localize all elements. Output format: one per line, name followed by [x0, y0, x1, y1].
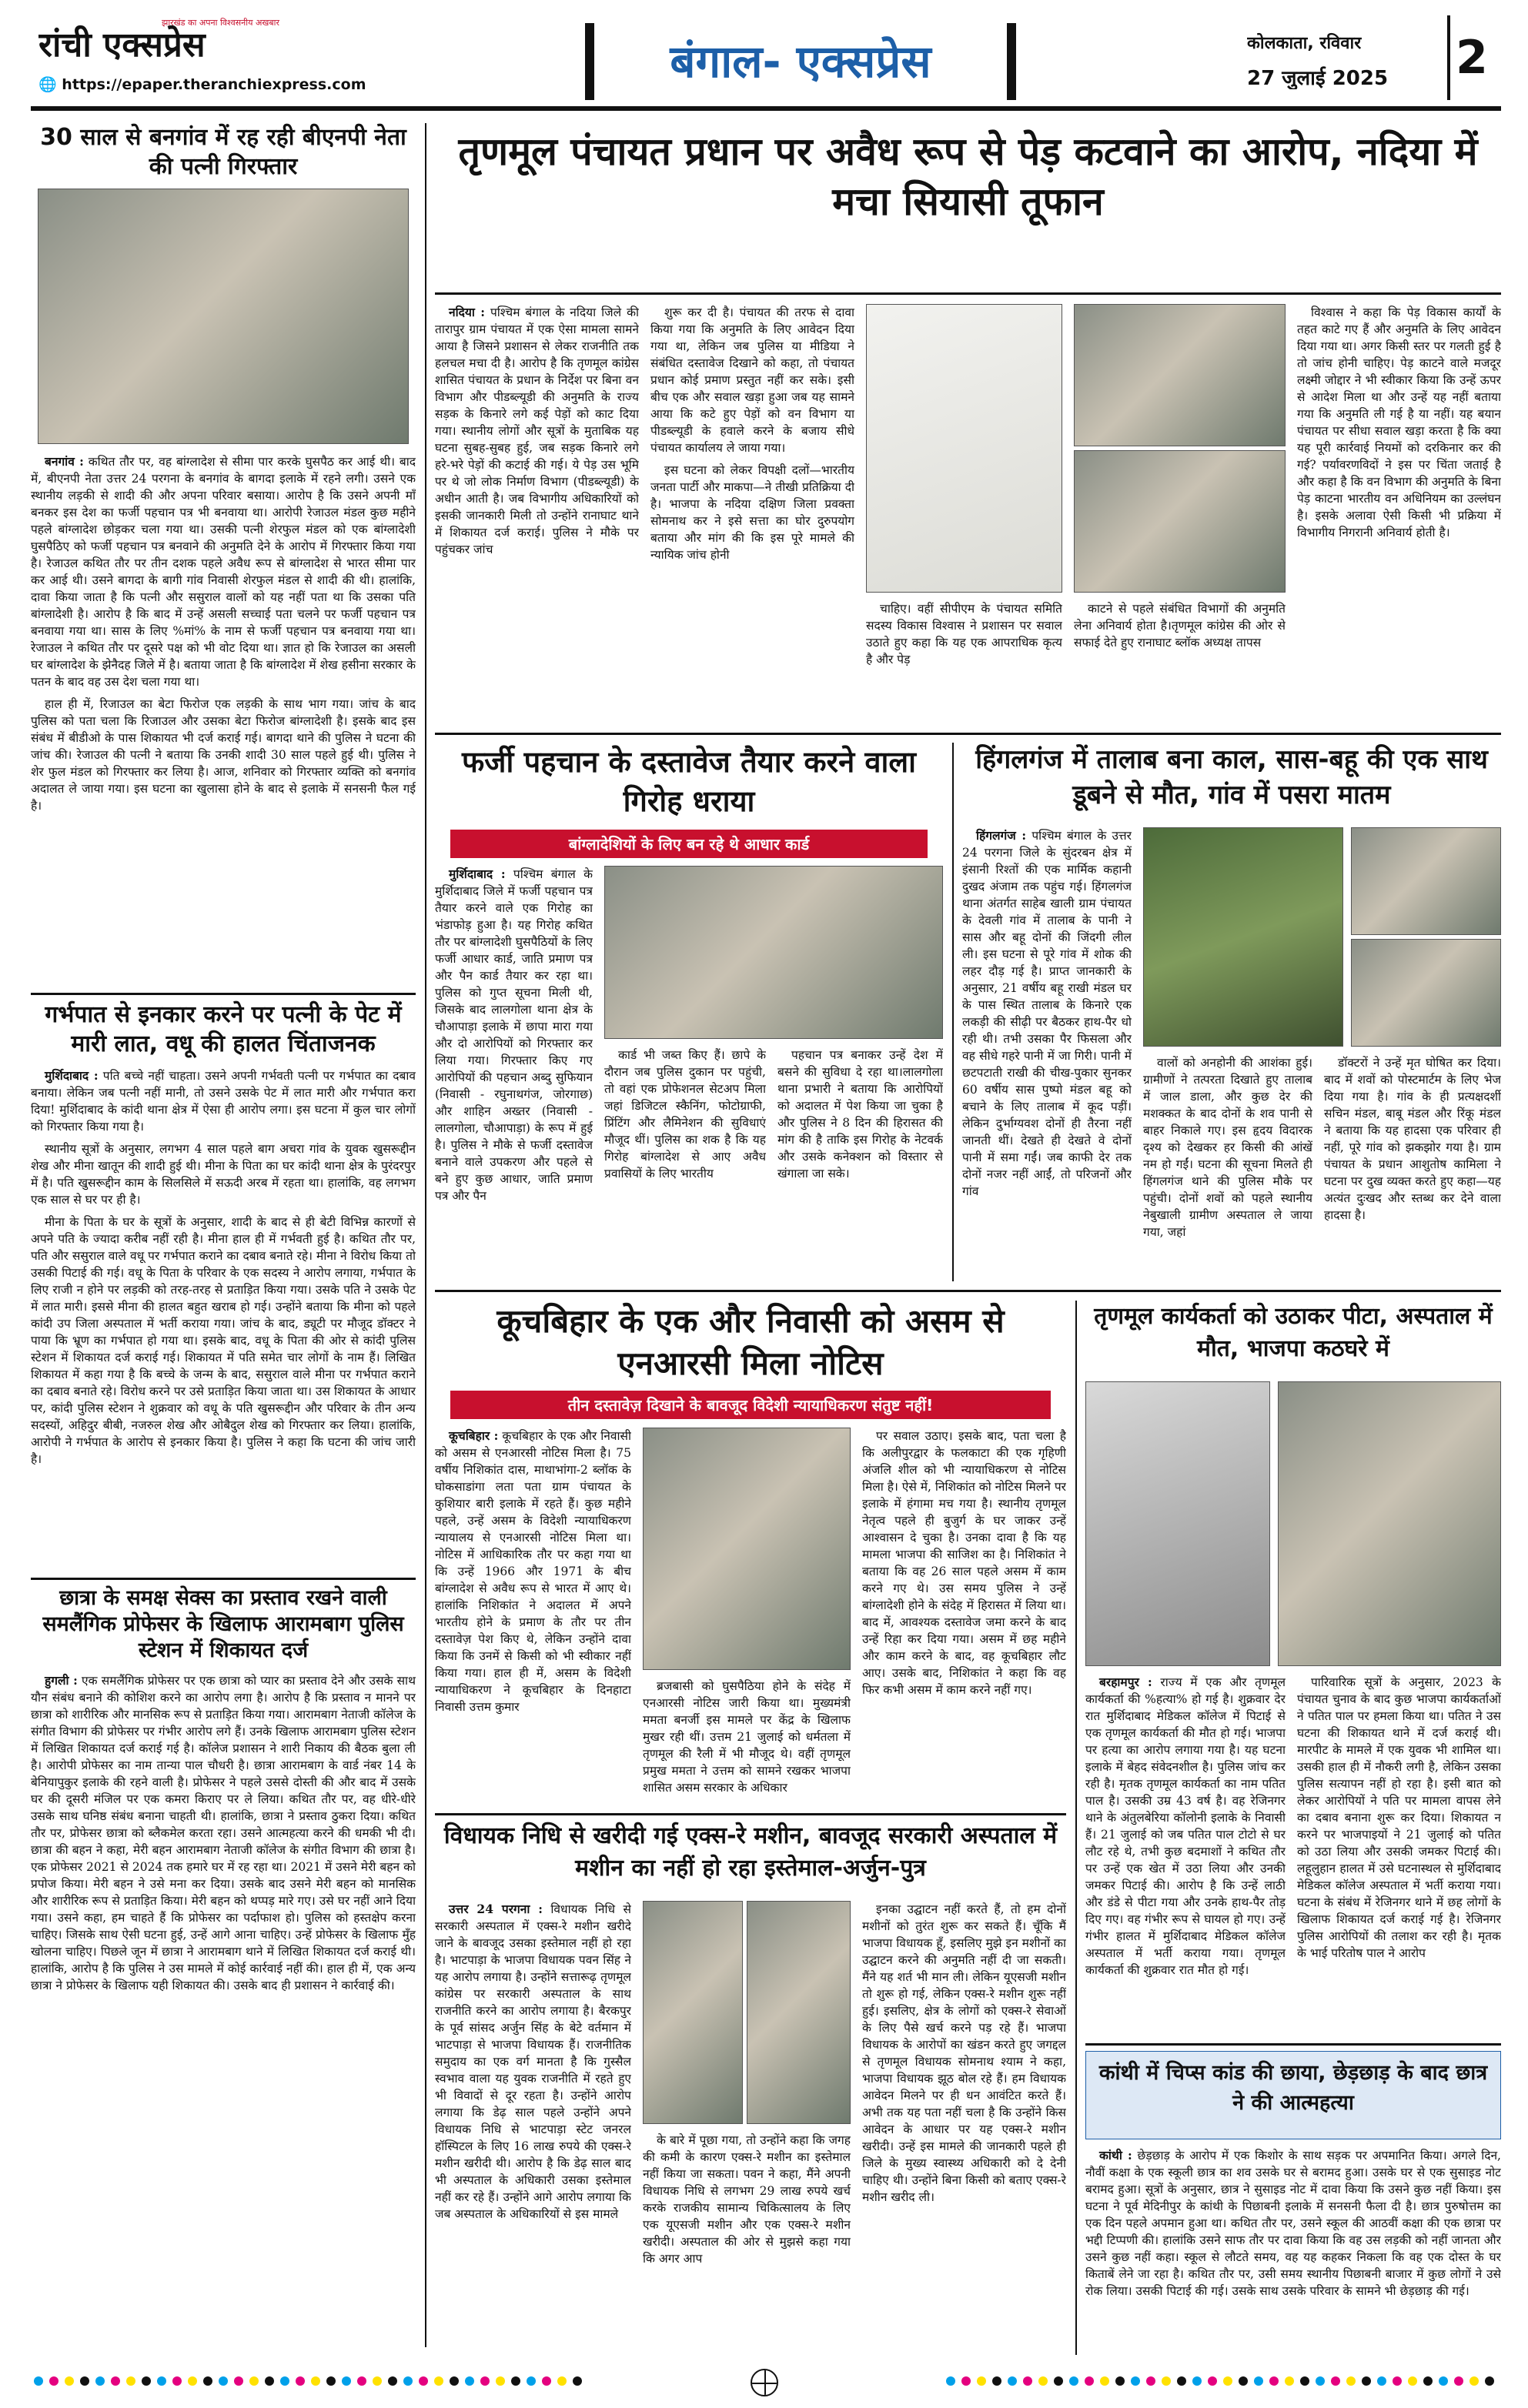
- story-body: कांथी : छेड़छाड़ के आरोप में एक किशोर के साथ सड़क पर अपमानित किया। अगले दिन, नौवीं कक्षा के एक स्कूली छात्र का शव उसके घर से बरामद हुआ। उसके घर से एक सुसाइड नोट बरामद हुआ। सूत्रों के अनुसार, छात्र ने सुसाइड नोट में दावा किया कि उसने कुछ नहीं किया। इस घटना ने पूर्व मेदिनीपुर के कांथी के पिछाबनी इलाके में सनसनी फैला दी है। छात्र पुरुषोत्तम का एक दिन पहले अपमान हुआ था। कथित तौर पर, उसने स्कूल की आठवीं कक्षा की एक छात्रा पर भद्दी टिप्पणी की। हालांकि उसने साफ तौर पर दावा किया कि वह उस लड़की को नहीं जानता और उसने कुछ नहीं कहा। स्कूल से लौटते समय, वह यह कहकर निकला कि वह एक दोस्त के घर किताबें लेने जा रहा है। कथित तौर पर, उसी समय स्थानीय पिछाबनी बाजार में कुछ लोगों ने उसे रोक लिया। उसकी पिटाई की गई। उसके साथ उसके परिवार के सामने भी छेड़छाड़ की गई।: [1085, 2148, 1501, 2298]
- masthead-rule: [31, 106, 1501, 111]
- story-headline: 30 साल से बनगांव में रह रही बीएनपी नेता की पत्नी गिरफ्तार: [40, 124, 406, 180]
- section-title: बंगाल- एक्सप्रेस: [670, 35, 931, 88]
- divider: [435, 1290, 1501, 1292]
- story-col-1: मुर्शिदाबाद : पश्चिम बंगाल के मुर्शिदाबाद जिले में फर्जी पहचान पत्र तैयार करने वाले एक गिरोह का भंडाफोड़ हुआ है। यह गिरोह कथित तौर पर बांग्लादेशी घुसपैठियों के लिए फर्जी आधार कार्ड, जाति प्रमाण पत्र और पैन कार्ड तैयार कर रहा था। पुलिस को गुप्त सूचना मिली थी, जिसके बाद लालगोला थाना क्षेत्र के चौआपाड़ा इलाके में छापा मारा गया और दो आरोपियों को गिरफ्तार कर लिया गया। गिरफ्तार किए गए आरोपियों की पहचान अब्दु सुफियान (निवासी - रघुनाथगंज, जोरगाछ) और शाहिन अख्तर (निवासी - लालगोला, चौआपाड़ा) के रूप में हुई है। पुलिस ने मौके से फर्जी दस्तावेज बनाने वाले उपकरण और पहले से बने हुए कुछ आधार, जाति प्रमाण पत्र और पैन: [435, 867, 593, 1203]
- divider: [435, 292, 1501, 295]
- story-pond-drowning: [962, 743, 1501, 1285]
- victim-portrait-2: [1351, 939, 1501, 1047]
- pond-photo: [1143, 827, 1343, 1047]
- story-headline: विधायक निधि से खरीदी गई एक्स-रे मशीन, बावजूद सरकारी अस्पताल में मशीन का नहीं हो रहा इस्तेमाल-अर्जुन-पुत्र: [443, 1822, 1058, 1882]
- story-nrc-notice: [435, 1301, 1066, 1809]
- section-banner: [585, 23, 1016, 100]
- color-registration-bar-left: [31, 2374, 724, 2393]
- official-portrait-2: [1074, 450, 1286, 593]
- story-abortion-refusal: [31, 1000, 416, 1570]
- arrested-woman-photo: [38, 189, 409, 444]
- story-body: मुर्शिदाबाद : पति बच्चे नहीं चाहता। उसने अपनी गर्भवती पत्नी पर गर्भपात का दबाव बनाया। लेकिन जब पत्नी नहीं मानी, तो उसने उसके पेट में लात मारी और गर्भपात करा दिया! मुर्शिदाबाद के कांदी थाना क्षेत्र में ऐसा ही आरोप लगा। इस घटना में कुल चार लोगों को गिरफ्तार किया गया है। स्थानीय सूत्रों के अनुसार, लगभग 4 साल पहले बाग अचरा गांव के युवक खुसरूद्दीन शेख और मीना खातून की शादी हुई थी। मीना के पिता का घर कांदी थाना क्षेत्र के पुरंदरपुर में है। पति खुसरूद्दीन काम के सिलसिले में सऊदी अरब में रहता था। हालांकि, वह लगभग एक साल से घर पर ही है। मीना के पिता के घर के सूत्रों के अनुसार, शादी के बाद से ही बेटी विभिन्न कारणों से अपने पति के ज्यादा करीब नहीं रही है। मीना हाल ही में गर्भवती हुई है। कथित तौर पर, पति और ससुराल वाले वधू पर गर्भपात कराने का दबाव बनाते रहे। मीना ने विरोध किया तो उसकी पिटाई की गई। वधू के पिता के परिवार के एक सदस्य ने आरोप लगाया, गर्भपात के लिए राजी न होने पर लड़की को तरह-तरह से प्रताड़ित किया गया। उसके पति ने उसके पेट में लात मारी। इससे मीना की हालत बहुत खराब हो गई। उन्होंने बताया कि मीना को पहले कांदी उप जिला अस्पताल में भर्ती कराया गया। जांच के बाद, ड्यूटी पर मौजूद डॉक्टर ने पाया कि भ्रूण का गर्भपात हो गया था। इसके बाद, वधू के पिता की ओर से कांदी पुलिस स्टेशन में शिकायत दर्ज कराई गई। शिकायत में पति समेत चार लोगों के नाम हैं। लिखित शिकायत में कहा गया है कि बच्चे के जन्म के बाद, ससुराल वाले मीना पर गर्भपात कराने का दबाव बनाते रहे। विरोध करने पर उसे प्रताड़ित किया जाता था। उस शिकायत के आधार पर, कांदी पुलिस स्टेशन ने शुक्रवार को वधू के पति खुसरूद्दीन और परिवार के तीन अन्य सदस्यों, अहिदुर बीबी, नजरुल शेख और ओबैदुल शेख को गिरफ्तार कर लिया। हालांकि, आरोपी ने गर्भपात के आरोप से इनकार किया है। पुलिस ने कहा कि घटना की जांच जारी है।: [31, 1068, 416, 1466]
- color-registration-bar-right: [804, 2374, 1497, 2393]
- logo-tagline: झारखंड का अपना विश्वसनीय अखबार: [162, 18, 279, 28]
- story-tmc-worker-death: [1085, 1301, 1501, 2039]
- story-col-3: डॉक्टरों ने उन्हें मृत घोषित कर दिया। बाद में शवों को पोस्टमार्टम के लिए भेज दिया गया है। गांव के ही प्रत्यक्षदर्शी सचिन मंडल, बाबू मंडल और रिंकू मंडल ने बताया कि यह हादसा एक परिवार ही नहीं, पूरे गांव को झकझोर गया है। ग्राम पंचायत के प्रधान आशुतोष कामिला ने घटना पर दुख व्यक्त करते हुए कहा—यह अत्यंत दुःखद और स्तब्ध कर देने वाला हादसा है।: [1324, 1056, 1501, 1222]
- story-col-2: कार्ड भी जब्त किए हैं। छापे के दौरान जब पुलिस दुकान पर पहुंची, तो वहां एक प्रोफेशनल सेटअप मिला जहां डिजिटल स्कैनिंग, फोटोग्राफी, प्रिंटिंग और लैमिनेशन की सुविधाएं मौजूद थीं। पुलिस का शक है कि यह गिरोह बांग्लादेश से आए अवैध प्रवासियों के लिए भारतीय: [604, 1048, 766, 1181]
- official-portrait-1: [1074, 304, 1286, 446]
- divider: [31, 1578, 416, 1580]
- story-headline: गर्भपात से इनकार करने पर पत्नी के पेट में मारी लात, वधू की हालत चिंताजनक: [45, 1001, 402, 1057]
- issue-date: 27 जुलाई 2025: [1247, 67, 1389, 89]
- lead-col-5: विश्वास ने कहा कि पेड़ विकास कार्यों के तहत काटे गए हैं और अनुमति के लिए आवेदन दिया गया था। अगर किसी स्तर पर गलती हुई है तो जांच होनी चाहिए। पेड़ काटने वाले मजदूर लक्ष्मी जोद्दार ने भी स्वीकार किया कि उन्हें ऊपर से आदेश मिला था और उन्हें यह नहीं बताया गया कि अनुमति ली गई है या नहीं। यह बयान पंचायत पर सीधा सवाल खड़ा करता है कि क्या यह पूरी कार्रवाई नियमों को दरकिनार कर की गई? पर्यावरणविदों ने इस पर चिंता जताई है और कहा है कि वन विभाग की अनुमति के बिना पेड़ काटना भारतीय वन अधिनियम का उल्लंघन है। इसके अलावा ऐसी किसी भी प्रक्रिया में विभागीय निगरानी अनिवार्य होती है।: [1297, 306, 1501, 539]
- story-col-3: पहचान पत्र बनाकर उन्हें देश में बसने की सुविधा दे रहा था।लालगोला थाना प्रभारी ने बताया कि आरोपियों को अदालत में पेश किया जा चुका है और पुलिस ने 8 दिन की हिरासत की मांग की है ताकि इस गिरोह के नेटवर्क और उसके कनेक्शन को विस्तार से खंगाला जा सके।: [777, 1048, 943, 1181]
- column-divider: [952, 743, 954, 1281]
- lead-col-3: चाहिए। वहीं सीपीएम के पंचायत समिति सदस्य विकास विश्वास ने प्रशासन पर सवाल उठाते हुए कहा कि यह एक आपराधिक कृत्य है और पेड़: [866, 602, 1062, 666]
- story-body: हुगली : एक समलैंगिक प्रोफेसर पर एक छात्रा को प्यार का प्रस्ताव देने और उसके साथ यौन संबंध बनाने की कोशिश करने का आरोप लगा है। आरोप है कि प्रस्ताव न मानने पर छात्रा को शारीरिक और मानसिक रूप से प्रताड़ित किया गया। आरामबाग नेताजी कॉलेज के संगीत विभाग की प्रोफेसर पर गंभीर आरोप लगे हैं। उनके खिलाफ आरामबाग पुलिस स्टेशन में लिखित शिकायत दर्ज कराई गई है। कॉलेज प्रशासन ने शारी निकाय की बैठक बुला ली है। आरोपी प्रोफेसर का नाम तान्या पाल चौधरी है। छात्रा आरामबाग के वार्ड नंबर 14 के बेनियापुकुर इलाके की रहने वाली है। प्रोफेसर ने पहले उससे दोस्ती की और बाद में उसके घर की दूसरी मंजिल पर एक कमरा किराए पर ले लिया। कथित तौर पर, वह धीरे-धीरे उसके साथ घनिष्ठ संबंध बनाना चाहती थी। हालांकि, छात्रा ने प्रस्ताव ठुकरा दिया। कथित तौर पर, प्रोफेसर छात्रा को ब्लैकमेल करता रहा। उसने आत्महत्या करने की धमकी भी दी। छात्रा की बहन ने कहा, मेरी बहन आरामबाग नेताजी कॉलेज के संगीत विभाग की छात्रा है। एक प्रोफेसर 2021 से 2024 तक हमारे घर में रह रहा था। 2021 में उसने मेरी बहन को प्रपोज किया। मेरी बहन ने उसे मना कर दिया। उसके बाद उसने मेरी बहन को मानसिक और शारीरिक रूप से प्रताड़ित किया। मेरी बहन को थप्पड़ मारे गए। उसे घर नहीं आने दिया गया। उसने कहा, हम चाहते हैं कि प्रोफेसर का पर्दाफाश हो। पुलिस को हस्तक्षेप करना चाहिए। जिसके साथ ऐसी घटना हुई, उन्हें आगे आना चाहिए। उन्हें प्रोफेसर के खिलाफ मुँह खोलना चाहिए। पिछले जून में छात्रा ने आरामबाग थाने में लिखित शिकायत दर्ज कराई थी। हालांकि, आरोप है कि पुलिस ने उस मामले में कोई कार्रवाई नहीं की। हाल ही में, एक अन्य छात्रा ने प्रोफेसर के खिलाफ यही शिकायत की। उसके बाद ही प्रशासन ने कार्रवाई की।: [31, 1673, 416, 1993]
- story-xray-machine: [435, 1820, 1066, 2351]
- lead-col-1: नदिया : पश्चिम बंगाल के नदिया जिले की तारापुर ग्राम पंचायत में एक ऐसा मामला सामने आया है जिसने प्रशासन से लेकर राजनीति तक हलचल मचा दी है। आरोप है कि तृणमूल कांग्रेस शासित पंचायत के प्रधान के निर्देश पर बिना वन विभाग और पीडब्ल्यूडी की अनुमति के राज्य सड़क के किनारे लगे कई पेड़ों को काट दिया गया। स्थानीय लोगों और सूत्रों के मुताबिक यह घटना सुबह-सुबह हुई, जब सड़क किनारे लगे हरे-भरे पेड़ों की कटाई की गई। ये पेड़ उस भूमि पर थे जो लोक निर्माण विभाग (पीडब्ल्यूडी) के अधीन आती है। जब विभागीय अधिकारियों को इसकी जानकारी मिली तो उन्होंने रानाघाट थाने में शिकायत दर्ज कराई। पुलिस ने मौके पर पहुंचकर जांच: [435, 305, 639, 556]
- story-col-3: पर सवाल उठाए। इसके बाद, पता चला है कि अलीपुरद्वार के फलकाटा की एक गृहिणी अंजलि शील को भी न्यायाधिकरण से नोटिस मिला है। ऐसे में, निशिकांत को नोटिस मिलने पर इलाके में हंगामा मच गया है। स्थानीय तृणमूल नेतृत्व पहले ही बुजुर्ग के घर जाकर उन्हें आश्वासन दे चुका है। उनका दावा है कि यह मामला भाजपा की साजिश का है। निशिकांत ने बताया कि वह 26 साल पहले असम में काम करने गए थे। उस समय पुलिस ने उन्हें बांग्लादेशी होने के संदेह में हिरासत में लिया था। बाद में, आवश्यक दस्तावेज जमा करने के बाद उन्हें रिहा कर दिया गया। असम में छह महीने और काम करने के बाद, वह कूचबिहार लौट आए। उसके बाद, निशिकांत ने कहा कि वह फिर कभी असम में काम करने नहीं गए।: [862, 1429, 1066, 1697]
- story-col-3: इनका उद्घाटन नहीं करते हैं, तो हम दोनों मशीनों को तुरंत शुरू कर सकते हैं। चूँकि मैं भाजपा विधायक हूँ, इसलिए मुझे इन मशीनों का उद्घाटन करने की अनुमति नहीं दी जा सकती। मैंने यह शर्त भी मान ली। लेकिन यूएसजी मशीन तो शुरू हो गई, लेकिन एक्स-रे मशीन शुरू नहीं हुई। इसलिए, क्षेत्र के लोगों को एक्स-रे सेवाओं के लिए पैसे खर्च करने पड़ रहे हैं। भाजपा विधायक के आरोपों का खंडन करते हुए जगद्दल से तृणमूल विधायक सोमनाथ श्याम ने कहा, भाजपा विधायक झूठ बोल रहे हैं। हम विधायक आवेदन मिलने पर ही धन आवंटित करते हैं। अभी तक यह पता नहीं चला है कि उन्होंने किस आवेदन के आधार पर यह एक्स-रे मशीन खरीदी। उन्हें इस मामले की जानकारी पहले ही जिले के मुख्य स्वास्थ्य अधिकारी को दे देनी चाहिए थी। उन्होंने बिना किसी को बताए एक्स-रे मशीन खरीद ली।: [862, 1902, 1066, 2204]
- mla-portrait-1: [643, 1901, 743, 2124]
- story-headline: हिंगलगंज में तालाब बना काल, सास-बहू की एक साथ डूबने से मौत, गांव में पसरा मातम: [975, 744, 1488, 810]
- victim-portrait-1: [1351, 827, 1501, 935]
- story-fake-id-gang: [435, 743, 943, 1285]
- story-headline: तृणमूल कार्यकर्ता को उठाकर पीटा, अस्पताल में मौत, भाजपा कठघरे में: [1094, 1303, 1493, 1362]
- story-strap: बांग्लादेशियों के लिए बन रहे थे आधार कार्ड: [450, 830, 928, 858]
- story-col-1: उत्तर 24 परगना : विधायक निधि से सरकारी अस्पताल में एक्स-रे मशीन खरीदे जाने के बावजूद उसका इस्तेमाल नहीं हो रहा है। भाटपाड़ा के भाजपा विधायक पवन सिंह ने यह आरोप लगाया है। उन्होंने सत्तारूढ़ तृणमूल कांग्रेस पर सरकारी अस्पताल के साथ राजनीति करने का आरोप लगाया है। बैरकपुर के पूर्व सांसद अर्जुन सिंह के बेटे वर्तमान में भाटपाड़ा से भाजपा विधायक हैं। राजनीतिक समुदाय का एक वर्ग मानता है कि गुस्सैल स्वभाव वाला यह युवक राजनीति में रहते हुए भी विवादों से दूर रहता है। उन्होंने आरोप लगाया कि डेढ़ साल पहले उन्होंने अपने विधायक निधि से भाटपाड़ा स्टेट जनरल हॉस्पिटल के लिए 16 लाख रुपये की एक्स-रे मशीन खरीदी थी। आरोप है कि डेढ़ साल बाद भी अस्पताल के अधिकारी उसका इस्तेमाल नहीं कर रहे हैं। उन्होंने आगे आरोप लगाया कि जब अस्पताल के अधिकारियों से इस मामले: [435, 1902, 631, 2221]
- story-col-2: वालों को अनहोनी की आशंका हुई। ग्रामीणों ने तत्परता दिखाते हुए तालाब में जाल डाला, और कुछ देर की मशक्कत के बाद दोनों के शव पानी से बाहर निकाले गए। इस हृदय विदारक दृश्य को देखकर हर किसी की आंखें नम हो गईं। घटना की सूचना मिलते ही हिंगलगंज थाने की पुलिस मौके पर पहुंची। दोनों शवों को पहले स्थानीय नेबुखाली ग्रामीण अस्पताल ले जाया गया, जहां: [1143, 1056, 1312, 1239]
- story-col-1: हिंगलगंज : पश्चिम बंगाल के उत्तर 24 परगना जिले के सुंदरबन क्षेत्र में इंसानी रिश्तों की एक मार्मिक कहानी दुखद अंजाम तक पहुंच गई। हिंगलगंज थाना अंतर्गत साहेब खाली ग्राम पंचायत के देवली गांव में तालाब के पानी ने सास और बहू दोनों की जिंदगी लील ली। इस घटना से पूरे गांव में शोक की लहर दौड़ गई है। प्राप्त जानकारी के अनुसार, 21 वर्षीय बहू राखी मंडल घर के पास स्थित तालाब के किनारे एक लकड़ी की सीढ़ी पर बैठकर हाथ-पैर धो रही थी। तभी उसका पैर फिसला और वह सीधे गहरे पानी में जा गिरी। पानी में छटपटाती राखी की चीख-पुकार सुनकर 60 वर्षीय सास पुष्पो मंडल बहू को बचाने के लिए तालाब में कूद पड़ीं। लेकिन दुर्भाग्यवश दोनों ही तैरना नहीं जानती थीं। देखते ही देखते वे दोनों पानी में समा गईं। जब काफी देर तक दोनों नजर नहीं आईं, तो परिजनों और गांव: [962, 828, 1132, 1198]
- story-strap: तीन दस्तावेज़ दिखाने के बावजूद विदेशी न्यायाधिकरण संतुष्ट नहीं!: [450, 1391, 1051, 1419]
- column-divider: [425, 123, 426, 2347]
- story-col-1: कूचबिहार : कूचबिहार के एक और निवासी को असम से एनआरसी नोटिस मिला है। 75 वर्षीय निशिकांत दास, माथाभांगा-2 ब्लॉक के घोकसाडांगा लता पता ग्राम पंचायत के कुशियार बारी इलाके में रहते हैं। कुछ महीने पहले, उन्हें असम के विदेशी न्यायाधिकरण न्यायालय से एनआरसी नोटिस मिला था। नोटिस में आधिकारिक तौर पर कहा गया था कि उन्हें 1966 और 1971 के बीच बांग्लादेश से अवैध रूप से भारत में आए थे। हालांकि निशिकांत ने अदालत में अपने भारतीय होने के प्रमाण के तौर पर तीन दस्तावेज़ पेश किए थे, लेकिन उन्होंने दावा किया कि उनमें से किसी को भी स्वीकार नहीं किया गया। हाल ही में, असम के विदेशी न्यायाधिकरण ने कूचबिहार के दिनहाटा निवासी उत्तम कुमार: [435, 1428, 631, 1714]
- document-photo: [866, 304, 1062, 593]
- story-headline: कांथी में चिप्स कांड की छाया, छेड़छाड़ के बाद छात्र ने की आत्महत्या: [1098, 2061, 1488, 2116]
- registration-mark-icon: [751, 2369, 778, 2396]
- lead-headline: तृणमूल पंचायत प्रधान पर अवैध रूप से पेड़ कटवाने का आरोप, नदिया में मचा सियासी तूफान: [458, 129, 1478, 224]
- lead-story-tree-felling: [435, 119, 1501, 727]
- arrested-gang-photo: [604, 866, 943, 1039]
- masthead: [31, 15, 1501, 104]
- lead-col-4: काटने से पहले संबंधित विभागों की अनुमति लेना अनिवार्य होता है।तृणमूल कांग्रेस की ओर से सफाई देते हुए रानाघाट ब्लॉक अध्यक्ष तापस: [1074, 602, 1286, 650]
- divider: [435, 1813, 1066, 1815]
- story-kanthi-suicide: [1085, 2051, 1501, 2351]
- story-headline: कूचबिहार के एक और निवासी को असम से एनआरसी मिला नोटिस: [497, 1302, 1005, 1382]
- divider: [435, 733, 1501, 735]
- divider: [31, 993, 416, 995]
- story-headline: छात्रा के समक्ष सेक्स का प्रस्ताव रखने वाली समलैंगिक प्रोफेसर के खिलाफ आरामबाग पुलिस स्टेशन में शिकायत दर्ज: [42, 1586, 404, 1662]
- globe-icon: 🌐: [38, 76, 57, 93]
- story-headline: फर्जी पहचान के दस्तावेज तैयार करने वाला गिरोह धराया: [462, 745, 916, 819]
- divider: [1085, 2043, 1501, 2046]
- story-col-2: के बारे में पूछा गया, तो उन्होंने कहा कि जगह की कमी के कारण एक्स-रे मशीन का इस्तेमाल नहीं किया जा सकता। पवन ने कहा, मैंने अपनी विधायक निधि से लगभग 29 लाख रुपये खर्च करके राजकीय सामान्य चिकित्सालय के लिए एक यूएसजी मशीन और एक एक्स-रे मशीन खरीदी। अस्पताल की ओर से मुझसे कहा गया कि अगर आप: [643, 2133, 851, 2266]
- story-col-1: बरहामपुर : राज्य में एक और तृणमूल कार्यकर्ता की %हत्या% हो गई है। शुक्रवार देर रात मुर्शिदाबाद मेडिकल कॉलेज में पिटाई से एक तृणमूल कार्यकर्ता की मौत हो गई। भाजपा पर हत्या का आरोप लगाया गया है। यह घटना इलाके में बेहद संवेदनशील है। पुलिस जांच कर रही है। मृतक तृणमूल कार्यकर्ता का नाम पतित पाल है। उसकी उम्र 43 वर्ष है। वह रेजिनगर थाने के अंतुलबेरिया कॉलोनी इलाके के निवासी हैं। 21 जुलाई को जब पतित पाल टोटो से घर लौट रहे थे, तभी कुछ बदमाशों ने कथित तौर पर उन्हें एक खेत में उठा लिया और उनकी जमकर पिटाई की। आरोप है कि उन्हें लाठी और डंडे से पीटा गया और उनके हाथ-पैर तोड़ दिए गए। वह गंभीर रूप से घायल हो गए। उन्हें गंभीर हालत में मुर्शिदाबाद मेडिकल कॉलेज अस्पताल में भर्ती कराया गया। तृणमूल कार्यकर्ता की शुक्रवार रात मौत हो गई।: [1085, 1675, 1286, 1977]
- elderly-man-photo: [643, 1428, 851, 1670]
- column-divider: [1075, 1301, 1077, 2355]
- page-number: 2: [1447, 15, 1493, 100]
- website-url[interactable]: 🌐 https://epaper.theranchiexpress.com: [38, 76, 366, 93]
- city-day: कोलकाता, रविवार: [1247, 34, 1362, 53]
- headline-box: [1085, 2051, 1501, 2139]
- story-professor-complaint: [31, 1585, 416, 2347]
- story-col-2: पारिवारिक सूत्रों के अनुसार, 2023 के पंचायत चुनाव के बाद कुछ भाजपा कार्यकर्ताओं ने पतित पाल पर हमला किया था। पतित ने उस घटना की शिकायत थाने में दर्ज कराई थी। मारपीट के मामले में एक युवक भी शामिल था। उसकी हाल ही में नौकरी लगी है, लेकिन उसका पुलिस सत्यापन नहीं हो रहा है। इसी बात को लेकर आरोपियों ने पति पर मामला वापस लेने का दबाव बनाना शुरू कर दिया। शिकायत न करने पर भाजपाइयों ने 21 जुलाई को पतित को उठा लिया और उसकी जमकर पिटाई की। लहूलुहान हालत में उसे घटनास्थल से मुर्शिदाबाद मेडिकल कॉलेज अस्पताल में भर्ती कराया गया। घटना के संबंध में रेजिनगर थाने में छह लोगों के खिलाफ शिकायत दर्ज कराई गई है। रेजिनगर पुलिस आरोपियों की तलाश कर रही है। मृतक के भाई परितोष पाल ने आरोप: [1297, 1675, 1501, 1960]
- story-bnp-wife-arrest: [31, 123, 416, 985]
- mla-portrait-2: [747, 1901, 851, 2124]
- story-body: बनगांव : कथित तौर पर, वह बांग्लादेश से सीमा पार करके घुसपैठ कर आई थी। बाद में, बीएनपी नेता उत्तर 24 परगना के बनगांव के बागदा इलाके में रहने लगी। उसने एक स्थानीय लड़की से शादी की और अपना परिवार बसाया। आरोप है कि उसने अपनी माँ बनकर इस देश का फर्जी पहचान पत्र भी बनवाया था। आरोपी रेजाउल मंडल कुछ महीने पहले बांग्लादेश छोड़कर चला गया था। उसकी पत्नी शेरफुल मंडल को एक बांग्लादेशी घुसपैठिए को फर्जी पहचान पत्र बनवाने की अनुमति देने के आरोप में गिरफ्तार किया गया है। रेजाउल कथित तौर पर तीन दशक पहले अवैध रूप से बांग्लादेश से भारत सीमा पार कर आई थी। उसने बागदा के बागी गांव निवासी शेरफुल मंडल से शादी की थी। हालांकि, दावा किया जाता है कि पत्नी और ससुराल वालों को यह नहीं पता था कि उसका पति बांग्लादेशी है। आरोप है कि बाद में उन्हें असली सच्चाई पता चलने पर फर्जी पहचान पत्र बनवाया गया था। सास के लिए %मां% के नाम से फर्जी पहचान पत्र बनवाया गया था। रेजाउल ने कथित तौर पर दूसरे पक्ष को भी वोट दिया था। ज्ञात हो कि रेजाउल का असली घर बांग्लादेश के झेनैदह जिले में है। बताया जाता है कि बांग्लादेश में शेख हसीना सरकार के पतन के बाद वह उस देश चला गया था। हाल ही में, रिजाउल का बेटा फिरोज एक लड़की के साथ भाग गया। जांच के बाद पुलिस को पता चला कि रिजाउल और उसका बेटा फिरोज बांग्लादेशी है। इसके बाद इस संबंध में बीडीओ के पास शिकायत भी दर्ज कराई गई। बागदा थाने की पुलिस ने घटना की जांच की। रेजाउल की पत्नी ने बताया कि उनकी शादी 30 साल पहले हुई थी। पुलिस ने शेर फुल मंडल को गिरफ्तार कर लिया है। आज, शनिवार को गिरफ्तार व्यक्ति को बनगांव अदालत ले जाया गया। इस घटना का खुलासा होने के बाद से इलाके में सनसनी फैल गई है।: [31, 454, 416, 813]
- story-col-2: ब्रजबासी को घुसपैठिया होने के संदेह में एनआरसी नोटिस जारी किया था। मुख्यमंत्री ममता बनर्जी इस मामले पर केंद्र के खिलाफ मुखर रही थीं। उत्तम 21 जुलाई को धर्मतला में तृणमूल की रैली में भी मौजूद थे। वहीं तृणमूल प्रमुख ममता ने उत्तम को सामने रखकर भाजपा शासित असम सरकार के अधिकार: [643, 1679, 851, 1795]
- newspaper-logo: रांची एक्सप्रेस: [38, 25, 206, 65]
- victim-sketch-photo: [1085, 1381, 1270, 1666]
- lead-col-2: शुरू कर दी है। पंचायत की तरफ से दावा किया गया कि अनुमति के लिए आवेदन दिया गया था, लेकिन जब पुलिस या मीडिया ने संबंधित दस्तावेज दिखाने को कहा, तो पंचायत प्रधान कोई प्रमाण प्रस्तुत नहीं कर सके। इसी बीच एक और सवाल खड़ा हुआ जब यह सामने आया कि कटे हुए पेड़ों को वन विभाग या पीडब्ल्यूडी के हवाले करने के बजाय सीधे पंचायत कार्यालय ले जाया गया। इस घटना को लेकर विपक्षी दलों—भारतीय जनता पार्टी और माकपा—ने तीखी प्रतिक्रिया दी है। भाजपा के नदिया दक्षिण जिला प्रवक्ता सोमनाथ कर ने इसे सत्ता का घोर दुरुपयोग बताया और मांग की कि इस पूरे मामले की न्यायिक जांच होनी: [650, 306, 854, 562]
- hospital-scene-photo: [1278, 1381, 1501, 1666]
